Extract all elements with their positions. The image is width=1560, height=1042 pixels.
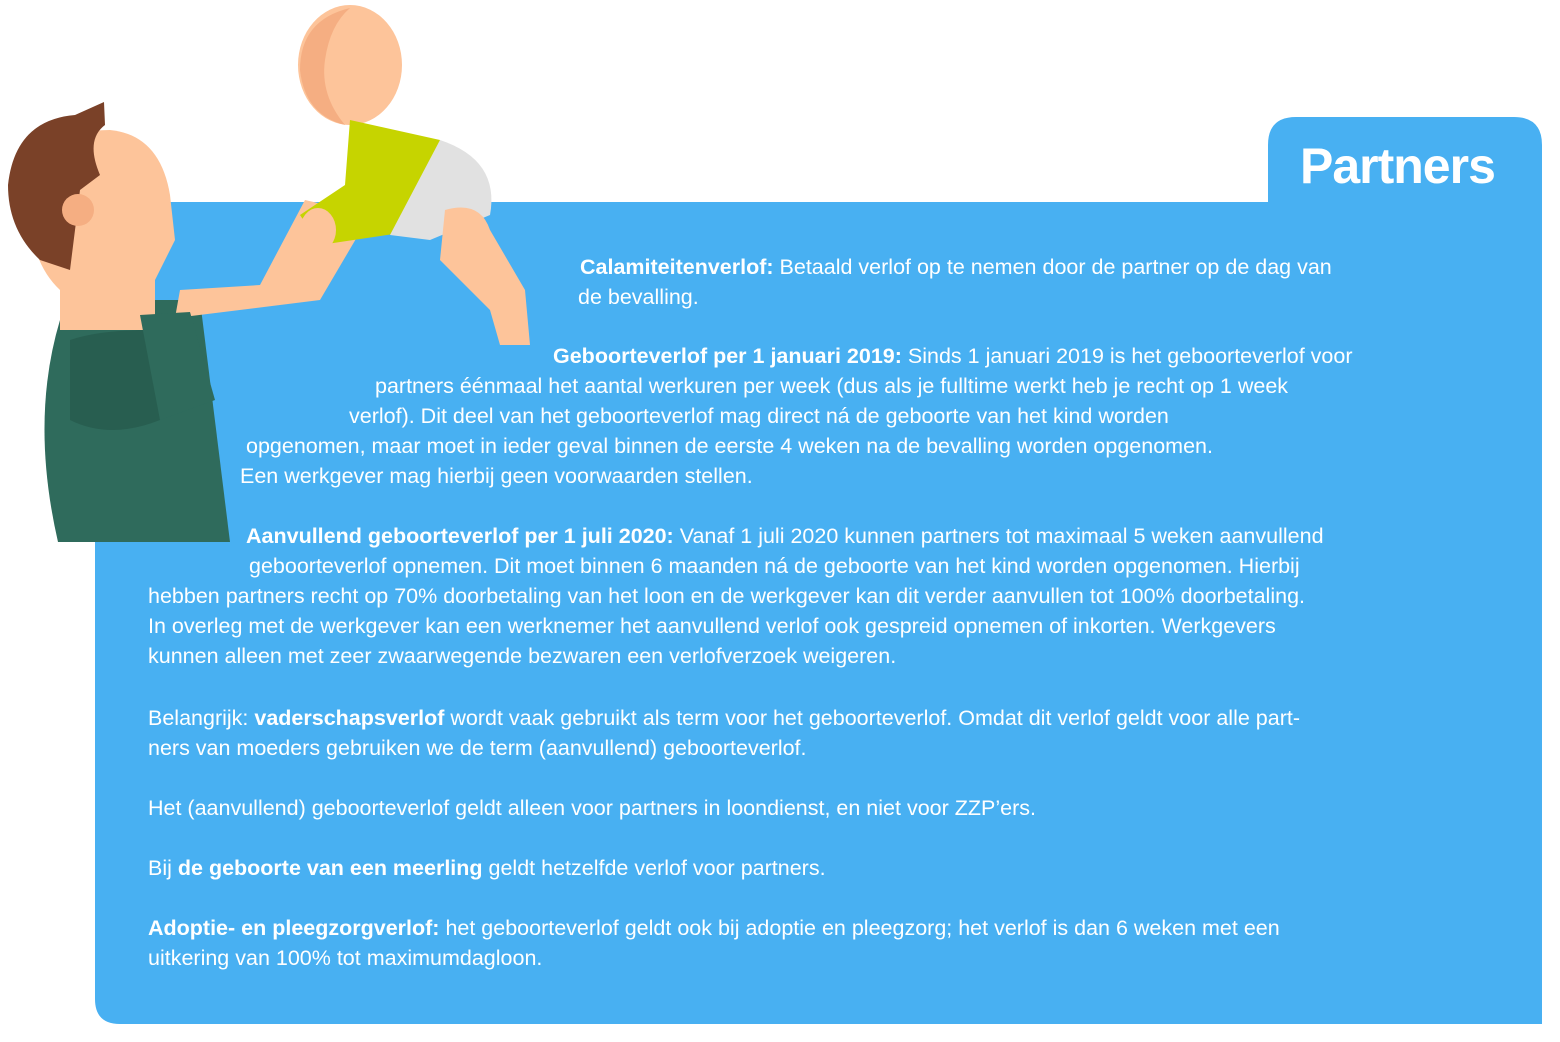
baby-hand	[300, 208, 336, 252]
belangrijk-line-2: ners van moeders gebruiken we de term (aanvullend) geboorteverlof.	[148, 736, 807, 760]
aanvullend-line-1: Aanvullend geboorteverlof per 1 juli 2020: Vanaf 1 juli 2020 kunnen partners tot maximaal 5 weken aanvullend	[246, 524, 1324, 548]
calamiteiten-line-1: Calamiteitenverlof: Betaald verlof op te nemen door de partner op de dag van	[580, 255, 1332, 279]
aanvullend-line-4: In overleg met de werkgever kan een werknemer het aanvullend verlof ook gespreid opnemen of inkorten. Werkgevers	[148, 614, 1276, 638]
calamiteiten-heading: Calamiteitenverlof:	[580, 255, 774, 279]
adoptie-heading: Adoptie- en pleegzorgverlof:	[148, 916, 440, 940]
adoptie-line-1: Adoptie- en pleegzorgverlof: het geboorteverlof geldt ook bij adoptie en pleegzorg; het verlof is dan 6 weken met een	[148, 916, 1280, 940]
aanvullend-line-2: geboorteverlof opnemen. Dit moet binnen 6 maanden ná de geboorte van het kind worden opgenomen. Hierbij	[249, 554, 1300, 578]
belangrijk-line-1: Belangrijk: vaderschapsverlof wordt vaak gebruikt als term voor het geboorteverlof. Omdat dit verlof geldt voor alle part-	[148, 706, 1300, 730]
ear	[62, 194, 94, 226]
vaderschapsverlof-term: vaderschapsverlof	[254, 706, 445, 730]
panel-title: Partners	[1300, 138, 1495, 194]
aanvullend-line-3: hebben partners recht op 70% doorbetaling van het loon en de werkgever kan dit verder aanvullen tot 100% doorbetaling.	[148, 584, 1306, 608]
geboorteverlof-line-2: partners éénmaal het aantal werkuren per week (dus als je fulltime werkt heb je recht op 1 week	[375, 374, 1289, 398]
adoptie-line-2: uitkering van 100% tot maximumdagloon.	[148, 946, 543, 970]
meerling-term: de geboorte van een meerling	[177, 856, 483, 880]
geboorteverlof-heading: Geboorteverlof per 1 januari 2019:	[553, 344, 902, 368]
geboorteverlof-line-1: Geboorteverlof per 1 januari 2019: Sinds 1 januari 2019 is het geboorteverlof voor	[553, 344, 1353, 368]
zzp-line: Het (aanvullend) geboorteverlof geldt alleen voor partners in loondienst, en niet voor ZZP’ers.	[148, 796, 1036, 820]
calamiteiten-line-2: de bevalling.	[578, 285, 699, 309]
geboorteverlof-line-5: Een werkgever mag hierbij geen voorwaarden stellen.	[240, 464, 753, 488]
geboorteverlof-line-3: verlof). Dit deel van het geboorteverlof mag direct ná de geboorte van het kind worden	[349, 404, 1169, 428]
aanvullend-line-5: kunnen alleen met zeer zwaarwegende bezwaren een verlofverzoek weigeren.	[148, 644, 897, 668]
aanvullend-heading: Aanvullend geboorteverlof per 1 juli 2020:	[246, 524, 674, 548]
geboorteverlof-line-4: opgenomen, maar moet in ieder geval binnen de eerste 4 weken na de bevalling worden opgenomen.	[246, 434, 1213, 458]
baby-leg	[440, 208, 530, 346]
meerling-line: Bij de geboorte van een meerling geldt hetzelfde verlof voor partners.	[148, 856, 826, 880]
